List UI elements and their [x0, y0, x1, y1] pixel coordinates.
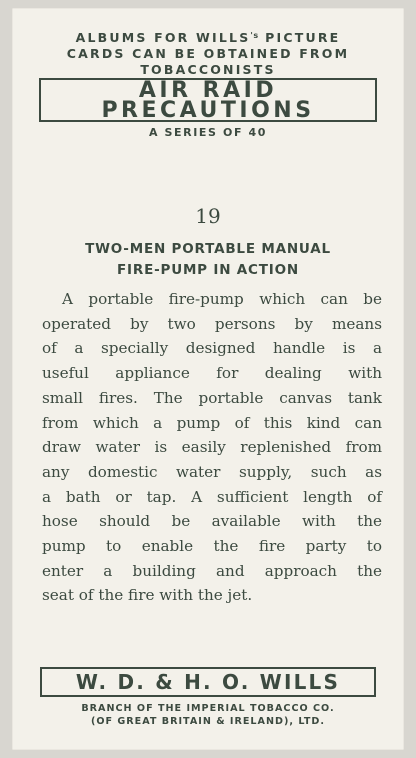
- description-line: pump to enable the fire party to: [42, 537, 382, 556]
- album-notice-line-3: TOBACCONISTS: [140, 62, 276, 77]
- company-branch: [12, 702, 404, 728]
- album-notice-line-1: [12, 28, 404, 46]
- album-notice-line-1-start: ALBUMS FOR WILLS: [75, 30, 251, 45]
- series-title-line-1: AIR RAID: [138, 78, 278, 103]
- album-notice-line-1-end: PICTURE: [258, 30, 341, 45]
- manufacturer-name: W. D. & H. O. WILLS: [75, 670, 341, 694]
- card-heading-line-1: TWO-MEN PORTABLE MANUAL: [85, 241, 331, 257]
- album-notice-superscript: 's: [250, 31, 259, 40]
- card-heading: [12, 239, 404, 281]
- description-line: useful appliance for dealing with: [42, 364, 382, 383]
- description-line: operated by two persons by means: [42, 314, 382, 333]
- description-line: small fires. The portable canvas tank: [42, 388, 382, 407]
- description-line: of a specially designed handle is a: [42, 339, 382, 358]
- description-line: from which a pump of this kind can: [42, 413, 382, 432]
- series-count: A SERIES OF 40: [148, 126, 267, 139]
- description-line: a bath or tap. A sufficient length of: [42, 487, 382, 506]
- cigarette-card: [12, 8, 404, 750]
- description-line: any domestic water supply, such as: [42, 462, 382, 481]
- manufacturer-box: [40, 667, 376, 697]
- company-branch-line-2: (OF GREAT BRITAIN & IRELAND), LTD.: [90, 716, 326, 727]
- card-heading-line-2: FIRE-PUMP IN ACTION: [117, 262, 299, 278]
- series-title-line-2: PRECAUTIONS: [101, 98, 315, 123]
- company-branch-line-1: BRANCH OF THE IMPERIAL TOBACCO CO.: [81, 703, 335, 714]
- series-title-box: [39, 78, 377, 122]
- description-line: draw water is easily replenished from: [42, 438, 382, 457]
- album-notice-line-2: CARDS CAN BE OBTAINED FROM: [66, 46, 350, 61]
- description-line: A portable fire-pump which can be: [62, 290, 382, 308]
- description-line: seat of the fire with the jet.: [42, 586, 253, 605]
- description-line: enter a building and approach the: [42, 561, 382, 580]
- card-number: 19: [195, 204, 221, 228]
- description-line: hose should be available with the: [42, 512, 382, 531]
- album-notice: [12, 28, 404, 78]
- card-description: [42, 287, 382, 608]
